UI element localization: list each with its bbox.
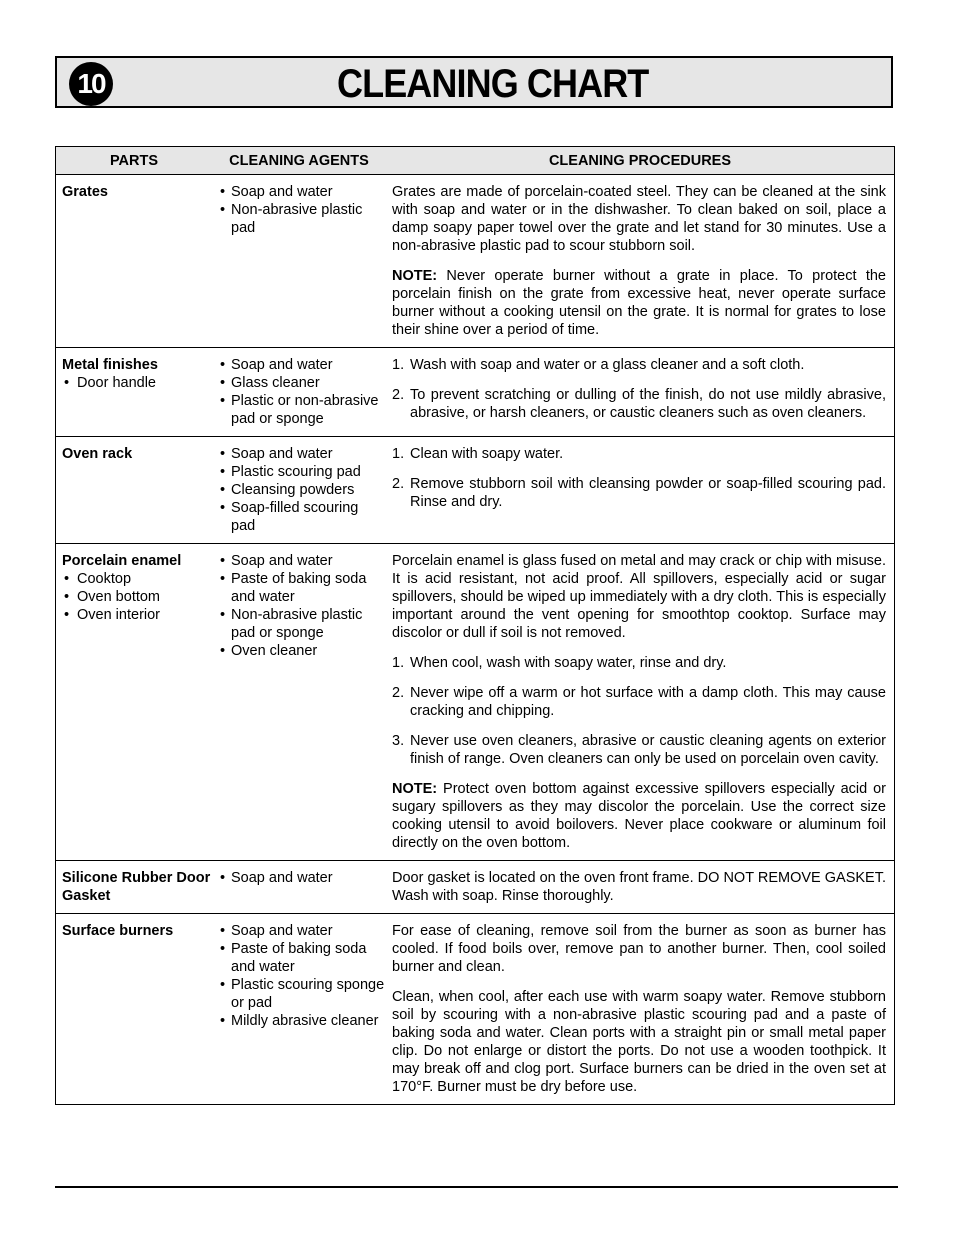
step-number: 2. <box>392 685 405 701</box>
step-text: Clean with soapy water. <box>410 446 564 462</box>
agents-list <box>218 445 386 535</box>
procedure-step <box>392 475 886 511</box>
part-name: Oven rack <box>62 446 133 462</box>
agents-list <box>218 552 386 660</box>
agents-list <box>218 869 386 887</box>
part-name: Surface burners <box>62 923 174 939</box>
part-name: Metal finishes <box>62 357 158 373</box>
step-text: Never wipe off a warm or hot surface with a damp cloth. This may cause cracking and chipping. <box>410 685 886 719</box>
agent-item: • Soap-filled scouring pad <box>218 499 386 535</box>
agent-item: • Soap and water <box>218 445 386 463</box>
page-number-badge: 10 <box>69 62 113 106</box>
column-header-agents: CLEANING AGENTS <box>212 147 386 175</box>
procedure-text: Door gasket is located on the oven front frame. DO NOT REMOVE GASKET. Wash with soap. Rinse thoroughly. <box>392 870 886 904</box>
table-row <box>56 544 895 861</box>
table-row <box>56 175 895 348</box>
table-row <box>56 437 895 544</box>
procedure-step <box>392 386 886 422</box>
procedure-paragraph <box>392 183 886 255</box>
agent-item: • Plastic or non-abrasive pad or sponge <box>218 392 386 428</box>
agent-item: • Soap and water <box>218 552 386 570</box>
part-cell <box>56 861 213 914</box>
step-number: 3. <box>392 733 405 749</box>
agent-item: • Cleansing powders <box>218 481 386 499</box>
procedure-paragraph <box>392 869 886 905</box>
agent-item: • Plastic scouring sponge or pad <box>218 976 386 1012</box>
agents-cell <box>212 861 386 914</box>
agents-cell <box>212 175 386 348</box>
procedure-paragraph <box>392 988 886 1096</box>
procedure-text: Protect oven bottom against excessive spillovers especially acid or sugary spillovers as they may discolor the porcelain. Use the correct size cooking utensil to avoid boilovers. Never place cookware or aluminum foil directly on the oven bottom. <box>392 781 886 851</box>
step-number: 2. <box>392 476 405 492</box>
agent-item: • Mildly abrasive cleaner <box>218 1012 386 1030</box>
part-sub-item: • Oven bottom <box>62 588 212 606</box>
step-text: Never use oven cleaners, abrasive or caustic cleaning agents on exterior finish of range. Oven cleaners can only be used on porcelain oven cavity. <box>410 733 886 767</box>
agent-item: • Soap and water <box>218 869 386 887</box>
procedure-step <box>392 654 886 672</box>
step-text: When cool, wash with soapy water, rinse and dry. <box>410 655 727 671</box>
agents-list <box>218 356 386 428</box>
step-text: Wash with soap and water or a glass cleaner and a soft cloth. <box>410 357 805 373</box>
procedure-text: Clean, when cool, after each use with warm soapy water. Remove stubborn soil by scouring with a non-abrasive plastic scouring pad and a paste of baking soda and water. Clean ports with a straight pin or small metal paper clip. Do not enlarge or distort the ports. Do not use a wooden toothpick. It may break off and clog port. Surface burners can be dried in the oven set at 170°F. Burner must be dry before use. <box>392 989 886 1095</box>
part-sub-item: • Cooktop <box>62 570 212 588</box>
procedure-steps <box>392 356 886 422</box>
table-body <box>56 175 895 1105</box>
agents-cell <box>212 914 386 1105</box>
part-cell <box>56 348 213 437</box>
table-row <box>56 861 895 914</box>
procedure-paragraph <box>392 922 886 976</box>
agents-cell <box>212 348 386 437</box>
page-title: CLEANING CHART <box>337 62 649 106</box>
procedures-cell <box>386 544 895 861</box>
step-number: 2. <box>392 387 405 403</box>
step-number: 1. <box>392 357 405 373</box>
part-sub-item: • Door handle <box>62 374 212 392</box>
agent-item: • Oven cleaner <box>218 642 386 660</box>
procedure-paragraph <box>392 267 886 339</box>
part-cell <box>56 914 213 1105</box>
procedure-steps <box>392 654 886 768</box>
part-sub-item: • Oven interior <box>62 606 212 624</box>
note-label: NOTE: <box>392 268 438 284</box>
agent-item: • Paste of baking soda and water <box>218 940 386 976</box>
column-header-parts: PARTS <box>56 147 213 175</box>
procedure-paragraph <box>392 552 886 642</box>
part-name: Porcelain enamel <box>62 553 182 569</box>
procedures-cell <box>386 175 895 348</box>
agents-cell <box>212 437 386 544</box>
part-sub-list <box>62 374 212 392</box>
step-number: 1. <box>392 655 405 671</box>
part-cell <box>56 544 213 861</box>
column-header-procedures: CLEANING PROCEDURES <box>386 147 895 175</box>
agents-list <box>218 183 386 237</box>
part-sub-list <box>62 570 212 624</box>
part-cell <box>56 175 213 348</box>
agents-cell <box>212 544 386 861</box>
agent-item: • Non-abrasive plastic pad or sponge <box>218 606 386 642</box>
table-row <box>56 914 895 1105</box>
agent-item: • Soap and water <box>218 356 386 374</box>
footer-rule <box>55 1186 898 1188</box>
procedures-cell <box>386 348 895 437</box>
procedure-text: Porcelain enamel is glass fused on metal and may crack or chip with misuse. It is acid resistant, not acid proof. All spillovers, especially acid or sugar spillovers, should be wiped up immediately with a dry cloth. This is especially important around the vent opening for smoothtop cooktop. Surface may discolor or dull if soil is not removed. <box>392 553 886 641</box>
procedure-text: For ease of cleaning, remove soil from the burner as soon as burner has cooled. If food boils over, remove pan to another burner. Then, cool soiled burner and clean. <box>392 923 886 975</box>
agents-list <box>218 922 386 1030</box>
part-name: Silicone Rubber Door Gasket <box>62 870 211 904</box>
agent-item: • Non-abrasive plastic pad <box>218 201 386 237</box>
procedure-text: Never operate burner without a grate in place. To protect the porcelain finish on the grate from excessive heat, never operate surface burner without a cooking utensil on the grate. It is normal for grates to lose their shine over a period of time. <box>392 268 886 338</box>
step-number: 1. <box>392 446 405 462</box>
part-cell <box>56 437 213 544</box>
cleaning-chart-table <box>55 146 895 1105</box>
procedures-cell <box>386 861 895 914</box>
table-header-row <box>56 147 895 175</box>
procedures-cell <box>386 437 895 544</box>
note-label: NOTE: <box>392 781 438 797</box>
agent-item: • Soap and water <box>218 922 386 940</box>
agent-item: • Plastic scouring pad <box>218 463 386 481</box>
table-row <box>56 348 895 437</box>
procedures-cell <box>386 914 895 1105</box>
chapter-header <box>55 56 893 108</box>
procedure-step <box>392 684 886 720</box>
agent-item: • Soap and water <box>218 183 386 201</box>
procedure-step <box>392 732 886 768</box>
procedure-text: Grates are made of porcelain-coated steel. They can be cleaned at the sink with soap and water or in the dishwasher. To clean baked on soil, place a damp soapy paper towel over the grate and let stand for 30 minutes. Use a non-abrasive plastic pad to scour stubborn soil. <box>392 184 886 254</box>
procedure-step <box>392 356 886 374</box>
agent-item: • Glass cleaner <box>218 374 386 392</box>
procedure-paragraph <box>392 780 886 852</box>
step-text: To prevent scratching or dulling of the finish, do not use mildly abrasive, abrasive, or harsh cleaners, or caustic cleaners such as oven cleaners. <box>410 387 886 421</box>
step-text: Remove stubborn soil with cleansing powder or soap-filled scouring pad. Rinse and dry. <box>410 476 886 510</box>
procedure-step <box>392 445 886 463</box>
procedure-steps <box>392 445 886 511</box>
part-name: Grates <box>62 184 108 200</box>
agent-item: • Paste of baking soda and water <box>218 570 386 606</box>
